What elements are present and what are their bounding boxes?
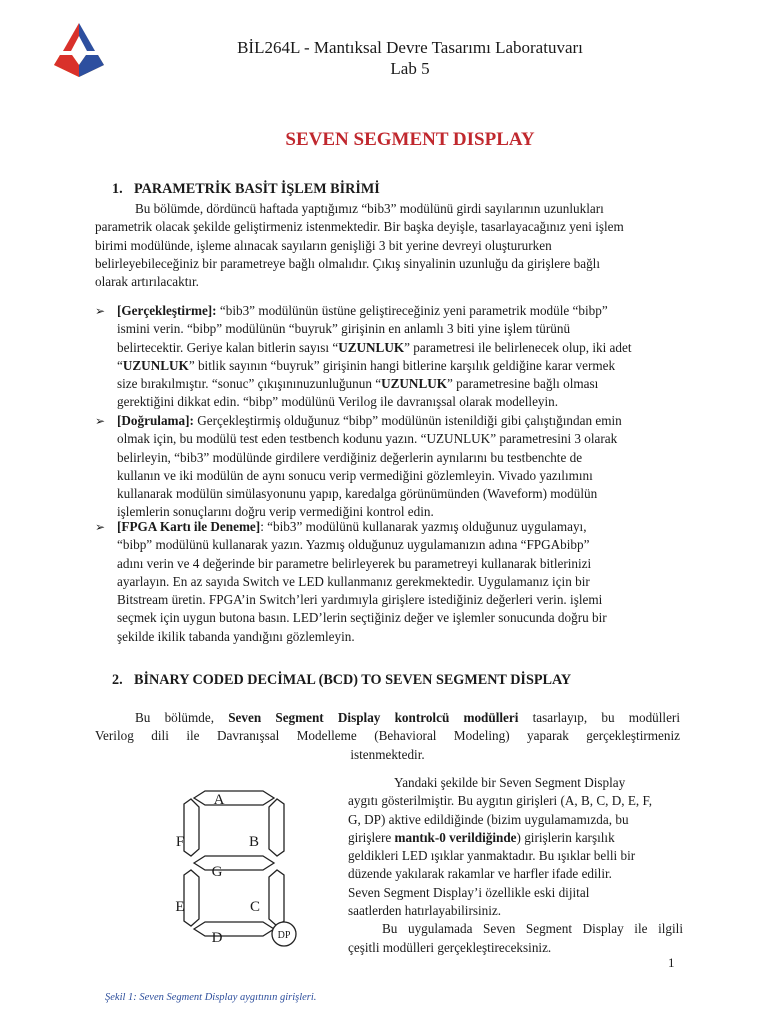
text-run: ” bitlik sayının “buyruk” girişinin hangi bitlerine karşılık geldiğine karar vermek [188, 357, 616, 373]
bullet-line [117, 555, 657, 573]
section-2-intro [95, 709, 680, 764]
side-line [348, 865, 683, 883]
text-run: adını verin ve 4 değerinde bir parametre belirleyerek bu parametreyi kullanarak bitlerinizi [117, 555, 592, 571]
segment-d [194, 922, 274, 936]
lab-number: Lab 5 [390, 59, 430, 78]
side-line [348, 939, 683, 957]
segment-f [184, 799, 199, 856]
segment-e-label: E [175, 899, 185, 915]
section-2-intro-line-3 [95, 746, 680, 764]
text-run: size bırakılmıştır. “sonuc” çıkışınınuzunluğunun “ [117, 376, 382, 392]
logo-blue-shape [79, 23, 95, 51]
text-run: tasarlayıp, bu modülleri [518, 710, 680, 725]
segment-b-label: B [248, 834, 260, 850]
section-1-number: 1. [112, 181, 123, 197]
bullet-verification [117, 412, 657, 522]
bullet-line [117, 302, 657, 320]
text-run: çeşitli modülleri gerçekleştireceksiniz. [348, 939, 552, 955]
logo-red-base [54, 55, 79, 77]
intro-line: birimi modülünde, işleme alınacak sayıların genişliği 3 bit yerine devreyi oluştururken [95, 237, 552, 253]
segment-f-label: F [175, 834, 185, 850]
side-line [348, 847, 683, 865]
text-run: kullanın ve iki modülün de aynı sonucu verip vermediğini gözlemleyin. Vivado yazılımını [117, 467, 593, 483]
text-run: ” parametresine bağlı olması [447, 376, 599, 392]
bullet-line [117, 393, 657, 411]
text-run: belirtecektir. Geriye kalan bitlerin sayısı “ [117, 339, 339, 355]
text-run: kullanarak modülün simülasyonunu yapıp, karedalga görünümünden (Waveform) modülün [117, 486, 598, 502]
bullet-line [117, 628, 657, 646]
bullet-fpga-test [117, 518, 657, 646]
segment-e [184, 870, 199, 926]
text-run: belirleyin, “bib3” modülünde girdilere verdiğiniz değerlerin aynılarını bu testbenchte de [117, 449, 583, 465]
segment-c-label: C [249, 899, 261, 915]
text-run: Bu bölümde, [135, 710, 229, 725]
bold-text: [Gerçekleştirme]: [117, 303, 217, 318]
section-1-heading [112, 181, 380, 198]
bullet-line [117, 339, 657, 357]
side-line [348, 829, 683, 847]
bold-text: [Doğrulama]: [117, 413, 194, 428]
logo-blue-base [79, 55, 104, 77]
intro-line: belirleyebileceğiniz bir parametreye bağlı olmalıdır. Çıkış sinyalinin uzunluğu da girişlere bağlı [95, 255, 601, 271]
text-run: Seven Segment Display’i özellikle eski dijital [348, 884, 590, 900]
segment-a-label: A [213, 792, 225, 808]
segment-b [269, 799, 284, 856]
bullet-line [117, 485, 657, 503]
text-run: Bitstream üretin. FPGA’in Switch’leri yardımıyla girişlere istediğiniz değerleri verin. işlemi [117, 592, 603, 608]
bullet-arrow-icon: ➢ [95, 414, 106, 428]
document-title: SEVEN SEGMENT DISPLAY [285, 129, 535, 150]
bullet-line [117, 320, 657, 338]
bullet-line [117, 591, 657, 609]
bullet-line [117, 573, 657, 591]
text-run: ismini verin. “bibp” modülünün “buyruk” girişinin en anlamlı 3 biti yine işlem türünü [117, 321, 571, 337]
text-run: ayarlayın. En az sayıda Switch ve LED kullanmanız gerekmektedir. Uygulamanız için bir [117, 573, 590, 589]
text-run: : “bib3” modülünü kullanarak yazmış olduğunuz uygulamayı, [260, 519, 587, 534]
bullet-arrow-icon: ➢ [95, 520, 106, 534]
bullet-line [117, 536, 657, 554]
figure-caption: Şekil 1: Seven Segment Display aygıtının girişleri. [105, 992, 317, 1003]
bullet-line [117, 518, 657, 536]
segment-c [269, 870, 284, 926]
bold-text: UZUNLUK [338, 339, 405, 355]
intro-line: parametrik olacak şekilde geliştirmeniz istenmektedir. Bir başka deyişle, tasarlayacağınız yeni işlem [95, 219, 624, 235]
bullet-line [117, 467, 657, 485]
text-run: Yandaki şekilde bir Seven Segment Display [394, 775, 626, 790]
segment-g [194, 856, 274, 870]
bullet-line [117, 609, 657, 627]
text-run: ) girişlerin karşılık [516, 829, 615, 845]
section-2-intro-line-1 [95, 709, 680, 727]
text-run: “bib3” modülünün üstüne geliştireceğiniz yeni parametrik modüle “bibp” [216, 303, 608, 318]
bullet-implementation [117, 302, 657, 412]
intro-line: olarak artırılacaktır. [95, 274, 199, 290]
side-line [348, 774, 683, 792]
page-number: 1 [668, 955, 675, 970]
text-run: gerektiğini dikkat edin. “bibp” modülünü Verilog ile davranışsal olarak modelleyin. [117, 394, 559, 410]
intro-line: Bu bölümde, dördüncü haftada yaptığımız “bib3” modülünü girdi sayılarının uzunlukları [135, 201, 604, 216]
side-line [348, 920, 683, 938]
text-run: işlemlerin sonuçlarını doğru verip vermediğini kontrol edin. [117, 504, 434, 520]
text-run: olmak için, bu modülü test eden testbench kodunu yazın. “UZUNLUK” parametresini 3 olarak [117, 431, 618, 447]
section-2-heading [112, 672, 571, 689]
text-run: Gerçekleştirmiş olduğunuz “bibp” modülünün istenildiği gibi çalıştığından emin [193, 413, 622, 428]
bold-text: UZUNLUK [122, 357, 189, 373]
seven-segment-description [348, 774, 683, 957]
bullet-line [117, 430, 657, 448]
text-run: “ [117, 357, 123, 373]
text-run: seçmek için uygun butona basın. LED’lerin seçtiğiniz değer ve işlemler sonucunda doğru bir [117, 610, 607, 626]
segment-a [194, 791, 274, 805]
course-title: BİL264L - Mantıksal Devre Tasarımı Laboratuvarı [237, 38, 583, 57]
logo-red-shape [63, 23, 79, 51]
section-2-number: 2. [112, 672, 123, 688]
bullet-line [117, 449, 657, 467]
text-run: girişlere [348, 829, 395, 845]
section-2-title: BİNARY CODED DECİMAL (BCD) TO SEVEN SEGMENT DİSPLAY [134, 672, 572, 688]
bold-text: [FPGA Kartı ile Deneme] [117, 519, 261, 534]
bullet-arrow-icon: ➢ [95, 304, 106, 318]
text-run: aygıtı gösterilmiştir. Bu aygıtın girişleri (A, B, C, D, E, F, [348, 793, 653, 809]
side-line [348, 884, 683, 902]
text-run: Verilog dili ile Davranışsal Modelleme (Behavioral Modeling) yaparak gerçekleştirmeniz [95, 728, 680, 744]
text-run: saatlerden hatırlayabilirsiniz. [348, 903, 502, 919]
text-run: G, DP) aktive edildiğinde (bizim uygulamamızda, bu [348, 811, 629, 827]
text-run: Bu uygulamada Seven Segment Display ile ilgili [382, 921, 683, 937]
text-run: istenmektedir. [350, 746, 425, 762]
bold-text: mantık-0 verildiğinde [394, 829, 517, 845]
section-1-title: PARAMETRİK BASİT İŞLEM BİRİMİ [134, 181, 380, 197]
text-run: “bibp” modülünü kullanarak yazın. Yazmış olduğunuz uygulamanızın adına “FPGAbibp” [117, 537, 590, 553]
side-line [348, 792, 683, 810]
segment-dp-label: DP [277, 930, 291, 941]
seven-segment-display-figure [164, 789, 304, 951]
bold-text: UZUNLUK [381, 376, 448, 392]
text-run: geldikleri LED ışıklar yanmaktadır. Bu ışıklar belli bir [348, 848, 636, 864]
bullet-line [117, 357, 657, 375]
segment-g-label: G [211, 864, 223, 880]
section-1-intro [95, 200, 680, 291]
side-line [348, 902, 683, 920]
text-run: şekilde ikilik tabanda yandığını gözlemleyin. [117, 628, 355, 644]
bullet-line [117, 375, 657, 393]
section-2-intro-line-2 [95, 727, 680, 745]
text-run: düzende yakılarak rakamlar ve harfler ifade edilir. [348, 866, 612, 882]
segment-d-label: D [211, 930, 223, 946]
bold-text: Seven Segment Display kontrolcü modülleri [228, 710, 519, 725]
bullet-line [117, 412, 657, 430]
university-logo [52, 21, 106, 79]
text-run: ” parametresi ile belirlenecek olup, iki adet [404, 339, 632, 355]
side-line [348, 811, 683, 829]
